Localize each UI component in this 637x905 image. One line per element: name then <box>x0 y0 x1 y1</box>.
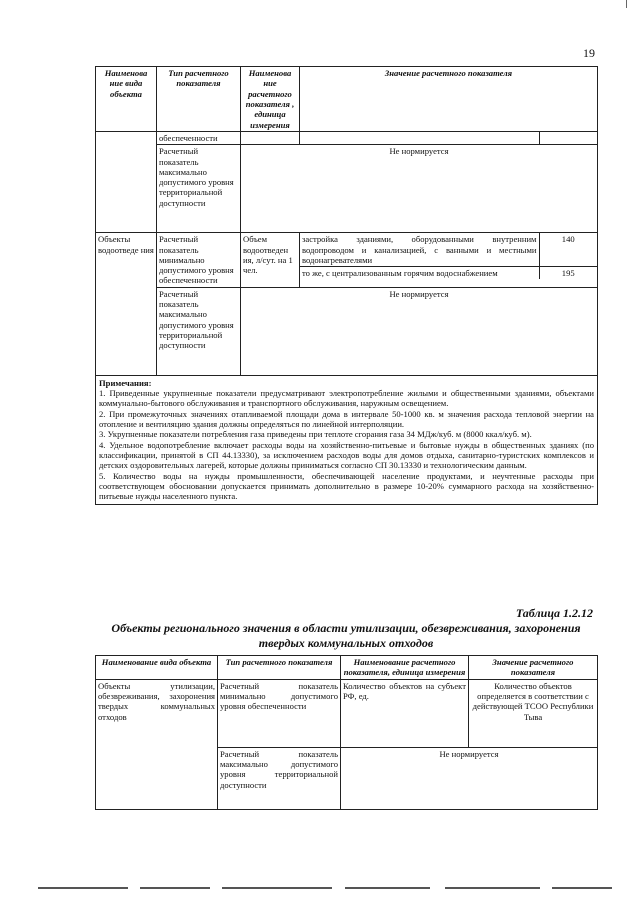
note-1: 1. Приведенные укрупненные показатели предусматривают электропотребление жилыми и общественными зданиями, объектами коммунально-бытового обслуживания и транспортного обслуживания, наружным освещением. <box>99 388 594 409</box>
t1-r2-type: Расчетный показатель минимально допустимого уровня обеспеченности <box>157 233 241 288</box>
bottom-scan-mark <box>345 887 430 889</box>
t2-r1-object: Объекты утилизации, обезвреживания, захоронения твердых коммунальных отходов <box>96 679 218 809</box>
t1-r1-value: Не нормируется <box>241 145 598 233</box>
t1-r2-name: Объем водоотведен ия, л/сут. на 1 чел. <box>241 233 300 288</box>
bottom-scan-mark <box>140 887 210 889</box>
notes-title: Примечания: <box>99 377 152 388</box>
bottom-scan-mark <box>222 887 332 889</box>
table2-header-row <box>96 656 598 680</box>
t1-header-object: Наименова ние вида объекта <box>96 67 157 132</box>
t1-object-empty <box>96 131 157 232</box>
t1-r0-type: обеспеченности <box>157 131 241 144</box>
t1-r2-sub0-value: 140 <box>539 233 597 266</box>
t1-r3-type: Расчетный показатель максимально допустимого уровня территориальной доступности <box>157 287 241 375</box>
t1-r2-sub0-desc: застройка зданиями, оборудованными внутренним водопроводом и канализацией, с ванными и местными водонагревателями <box>300 233 539 266</box>
page-number: 19 <box>583 46 595 60</box>
bottom-scan-mark <box>552 887 612 889</box>
t2-header-object: Наименование вида объекта <box>96 656 218 680</box>
table-row <box>96 233 598 288</box>
t2-header-value: Значение расчетного показателя <box>469 656 598 680</box>
scan-corner-mark <box>626 0 627 8</box>
note-5: 5. Количество воды на нужды промышленности, обеспечивающей население продуктами, и неучтенные расходы при соответствующем обосновании допускается принимать дополнительно в размере 10-20% суммарного расхода на хозяйственно-питьевые нужды населенного пункта. <box>99 470 594 502</box>
t1-r2-object: Объекты водоотведе ния <box>96 233 157 376</box>
waste-objects-table <box>95 655 598 810</box>
t2-header-type: Тип расчетного показателя <box>218 656 341 680</box>
bottom-scan-mark <box>445 887 540 889</box>
table1-notes-row <box>96 375 598 504</box>
t1-r2-subtable <box>300 233 597 279</box>
t1-header-name: Наименова ние расчетного показателя , единица измерения <box>241 67 300 132</box>
water-norms-table-continued <box>95 66 598 505</box>
table-row <box>96 131 598 144</box>
t2-r2-type: Расчетный показатель максимально допустимого уровня территориальной доступности <box>218 747 341 809</box>
t2-r1-name: Количество объектов на субъект РФ, ед. <box>341 679 469 747</box>
table-caption-number: Таблица 1.2.12 <box>515 606 593 620</box>
note-2: 2. При промежуточных значениях отапливаемой площади дома в интервале 50-1000 кв. м значения расхода тепловой энергии на отопление и вентиляцию здания должны определяться по линейной интерполяции. <box>99 408 594 429</box>
table-row <box>96 287 598 375</box>
t1-r1-type: Расчетный показатель максимально допустимого уровня территориальной доступности <box>157 145 241 233</box>
table1-header-row <box>96 67 598 132</box>
note-4: 4. Удельное водопотребление включает расходы воды на хозяйственно-питьевые и бытовые нужды в общественных зданиях (по классификации, принятой в СП 44.13330), за исключением расходов воды для домов отдыха, санитарно-туристских комплексов и детских оздоровительных лагерей, которые должны приниматься согласно СП 30.13330 и технологическим данным. <box>99 439 594 471</box>
t2-r1-value: Количество объектов определяется в соответствии с действующей ТСОО Республики Тыва <box>469 679 598 747</box>
note-3: 3. Укрупненные показатели потребления газа приведены при теплоте сгорания газа 34 МДж/куб. м (8000 ккал/куб. м). <box>99 429 532 440</box>
t1-r2-sub1-desc: то же, с централизованным горячим водоснабжением <box>302 268 498 279</box>
table-caption-title: Объекты регионального значения в области утилизации, обезвреживания, захоронения твердых коммунальных отходов <box>111 621 581 650</box>
t1-header-type: Тип расчетного показателя <box>157 67 241 132</box>
table-row <box>96 145 598 233</box>
t2-r1-type: Расчетный показатель минимально допустимого уровня обеспеченности <box>218 679 341 747</box>
t1-header-value: Значение расчетного показателя <box>300 67 598 132</box>
table-row <box>96 679 598 747</box>
t2-r2-value: Не нормируется <box>341 747 598 809</box>
bottom-scan-mark <box>38 887 128 889</box>
t2-header-name: Наименование расчетного показателя, единица измерения <box>341 656 469 680</box>
t1-r2-sub1-value: 195 <box>539 267 597 280</box>
t1-r3-value: Не нормируется <box>241 287 598 375</box>
